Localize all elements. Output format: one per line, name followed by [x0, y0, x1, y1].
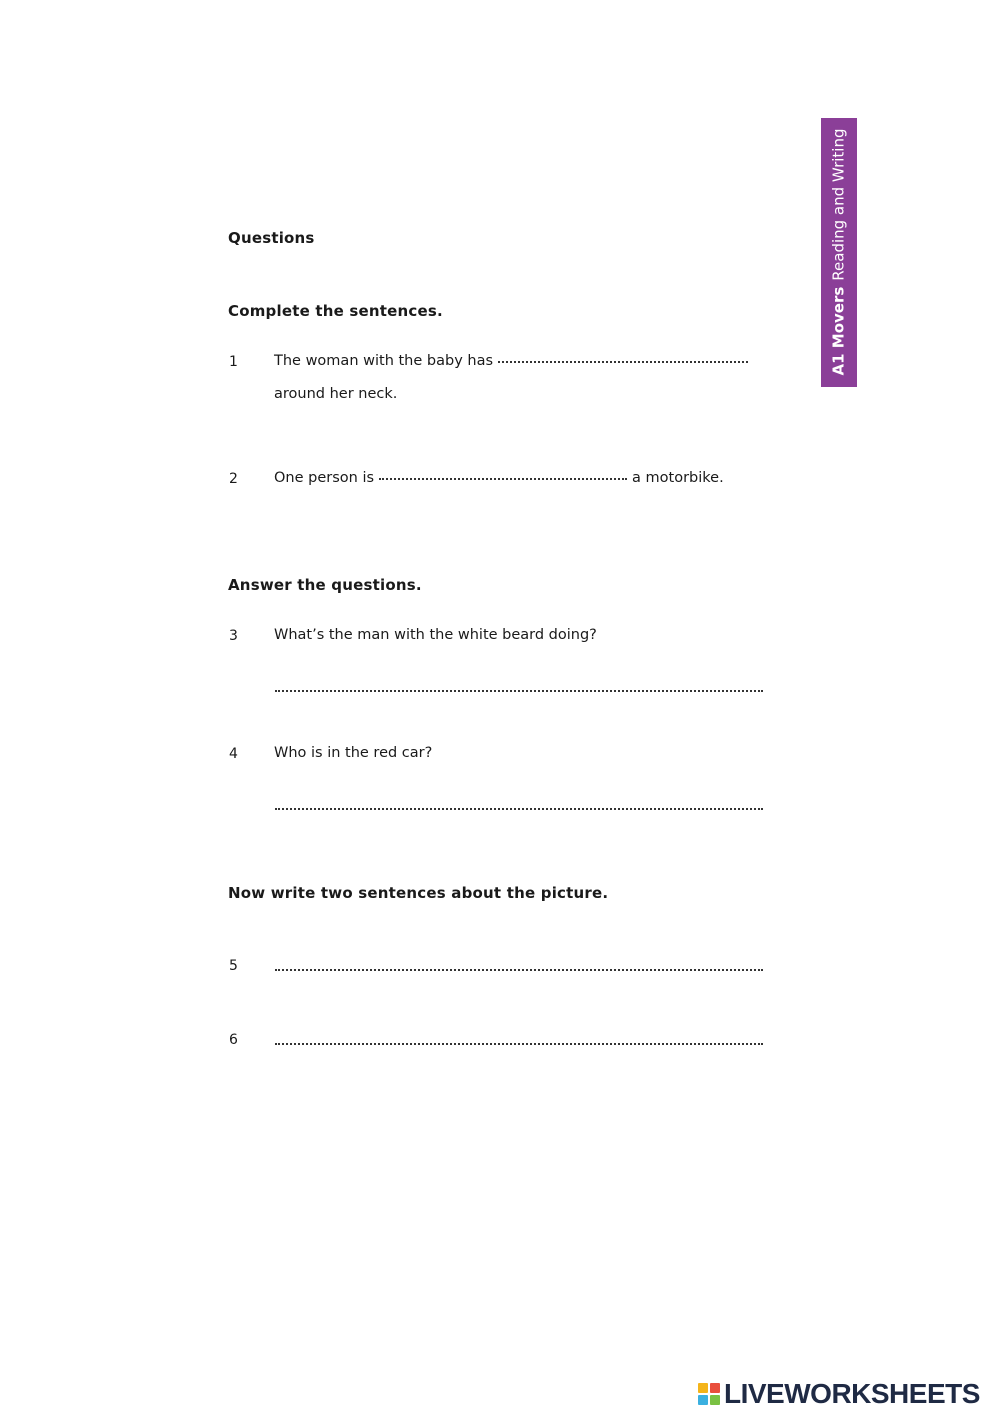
liveworksheets-logo: [698, 1379, 980, 1409]
question-2-answer-blank[interactable]: [379, 478, 627, 480]
side-tab-level: A1 Movers: [829, 286, 848, 376]
question-2-number: 2: [229, 471, 238, 487]
question-3-text: What’s the man with the white beard doing?: [274, 627, 597, 643]
question-5-answer-blank[interactable]: [275, 969, 763, 971]
logo-mark-tile: [698, 1395, 708, 1405]
section-side-tab: [821, 118, 857, 387]
question-4-text: Who is in the red car?: [274, 745, 433, 761]
question-1-text-after: around her neck.: [274, 386, 398, 402]
logo-mark-icon: [698, 1383, 720, 1405]
logo-mark-tile: [710, 1383, 720, 1393]
logo-wordmark: LIVEWORKSHEETS: [724, 1378, 980, 1409]
questions-heading: Questions: [228, 229, 315, 247]
question-3-answer-blank[interactable]: [275, 690, 763, 692]
complete-sentences-heading: Complete the sentences.: [228, 302, 443, 320]
question-2-text-after: a motorbike.: [632, 470, 724, 486]
question-2-text-before: One person is: [274, 470, 375, 486]
answer-questions-heading: Answer the questions.: [228, 576, 422, 594]
side-tab-label: [829, 128, 848, 376]
question-1-number: 1: [229, 354, 238, 370]
question-1-answer-blank[interactable]: [498, 361, 748, 363]
question-6-number: 6: [229, 1032, 238, 1048]
logo-mark-tile: [710, 1395, 720, 1405]
question-3-number: 3: [229, 628, 238, 644]
question-1-line-1: [274, 353, 753, 369]
question-5-number: 5: [229, 958, 238, 974]
question-4-answer-blank[interactable]: [275, 808, 763, 810]
write-sentences-heading: Now write two sentences about the picture.: [228, 884, 609, 902]
question-2-line: [274, 470, 724, 486]
question-4-number: 4: [229, 746, 238, 762]
question-1-text-before: The woman with the baby has: [274, 353, 494, 369]
logo-mark-tile: [698, 1383, 708, 1393]
side-tab-section: Reading and Writing: [829, 128, 848, 281]
question-6-answer-blank[interactable]: [275, 1043, 763, 1045]
